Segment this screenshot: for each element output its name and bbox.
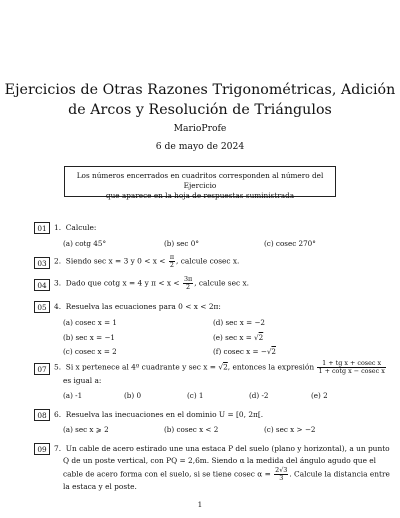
option-c: (c) sec x > −2 [264, 425, 316, 434]
answer-box-05: 05 [34, 301, 50, 313]
option-c: (c) cosec x = 2 [63, 347, 117, 356]
note-line-2: que aparece en la hoja de respuestas suministrada [105, 191, 295, 200]
answer-box-01: 01 [34, 222, 50, 234]
exercise-text: Un cable de acero estirado une una estaca P del suelo (plano y horizontal), a un punto [65, 444, 390, 453]
option-d: (d) -2 [249, 391, 269, 400]
answer-box-04: 04 [34, 279, 50, 291]
exercise-number: 2. [54, 256, 62, 266]
title-line-1: Ejercicios de Otras Razones Trigonométricas, Adición [4, 82, 396, 98]
option-b: (b) sec x = −1 [63, 333, 115, 342]
exercise-5-line-2: es igual a: [63, 376, 102, 385]
option-a: (a) cosec x = 1 [63, 318, 118, 327]
answer-box-03: 03 [34, 257, 50, 269]
exercise-number: 6. [54, 410, 62, 419]
exercise-number: 7. [54, 444, 62, 453]
option-c: (c) 1 [187, 391, 204, 400]
document-title [0, 80, 400, 120]
exercise-text: Resuelva las inecuaciones en el dominio U = [0, 2π[. [65, 410, 264, 419]
answer-box-09: 09 [34, 443, 50, 455]
date: 6 de mayo de 2024 [155, 141, 245, 152]
exercise-text: Calcule: [65, 223, 97, 232]
option-b: (b) 0 [124, 391, 142, 400]
exercise-6 [54, 410, 263, 420]
exercise-text-end: , calcule cosec x. [176, 256, 240, 266]
exercise-text: Resuelva las ecuaciones para 0 < x < 2π: [65, 302, 221, 311]
exercise-5: 5. Si x pertenece al 4º cuadrante y sec x = √2, entonces la expresión $\frac{\text{1 + tg x + cosec x}}{\text{1 + cotg x − cosec x}}$ [54, 359, 385, 375]
exercise-7 [54, 444, 390, 454]
exercise-text: Siendo sec x = 3 y 0 < x < [65, 256, 166, 266]
option-d: (d) sec x = −2 [213, 318, 265, 327]
exercise-number: 5. [54, 362, 62, 372]
option-b: (b) sec 0° [164, 239, 199, 248]
author: MarioProfe [173, 123, 227, 134]
exercise-3 [54, 276, 249, 291]
exercise-7-line-2: Q de un poste vertical, con PQ = 2,6m. Siendo α la medida del ángulo agudo que el [63, 456, 377, 465]
exercise-7-line-4: la estaca y el poste. [63, 482, 137, 491]
page-number: 1 [197, 500, 203, 509]
exercise-text: Dado que cotg x = 4 y π < x < [65, 278, 180, 288]
exercise-text-end: , calcule sec x. [194, 278, 249, 288]
fraction: $\frac{\pi}{2}$ [169, 253, 175, 269]
answer-box-08: 08 [34, 409, 50, 421]
fraction: $\frac{2√3}{3}$ [275, 466, 288, 482]
answer-box-07: 07 [34, 363, 50, 375]
exercise-number: 1. [54, 223, 62, 232]
title-line-2: de Arcos y Resolución de Triángulos [68, 102, 332, 118]
option-a: (a) sec x ⩾ 2 [63, 425, 109, 434]
exercise-text: Si x pertenece al 4º cuadrante y sec x = [65, 362, 216, 372]
option-f: (f) cosec x = −√2 [213, 347, 276, 356]
exercise-7-line-3: cable de acero forma con el suelo, si se tiene cosec α = $\frac{2√3}{3}$ . Calcule la distancia entre [63, 466, 390, 482]
exercise-1 [54, 223, 96, 233]
exercise-number: 3. [54, 278, 62, 288]
option-b: (b) cosec x < 2 [164, 425, 219, 434]
note-line-1: Los números encerrados en cuadritos corresponden al número del Ejercicio [76, 171, 324, 190]
option-e: (e) sec x = √2 [213, 333, 264, 342]
option-a: (a) -1 [63, 391, 83, 400]
fraction: $\frac{3\pi}{2}$ [183, 275, 193, 291]
option-a: (a) cotg 45° [63, 239, 107, 248]
option-e: (e) 2 [311, 391, 328, 400]
exercise-4 [54, 302, 221, 312]
instructions-note [64, 166, 336, 200]
exercise-2 [54, 254, 239, 269]
option-c: (c) cosec 270° [264, 239, 316, 248]
fraction: $\frac{\text{1 + tg x + cosec x}}{\text{1 + cotg x − cosec x}}$ [318, 359, 385, 375]
exercise-number: 4. [54, 302, 62, 311]
